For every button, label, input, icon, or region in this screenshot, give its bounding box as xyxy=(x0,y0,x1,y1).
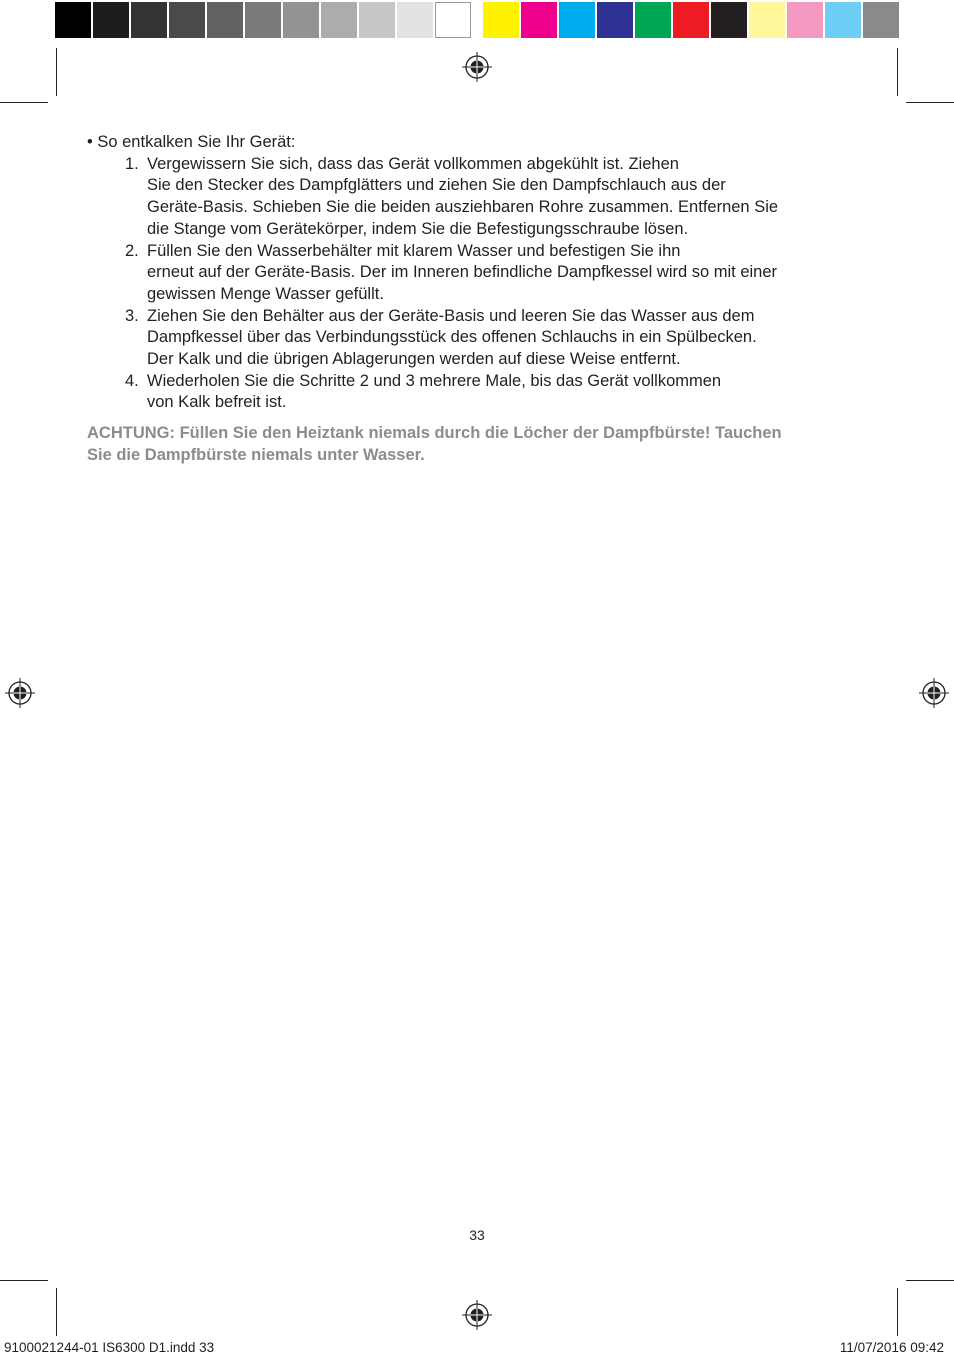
color-swatch xyxy=(749,2,785,38)
step-line: Dampfkessel über das Verbindungsstück des offenen Schlauchs in ein Spülbecken. xyxy=(147,328,757,347)
page-number: 33 xyxy=(469,1227,485,1243)
color-swatch xyxy=(93,2,129,38)
registration-mark-left-icon xyxy=(5,678,35,708)
color-swatch xyxy=(521,2,557,38)
color-swatch xyxy=(635,2,671,38)
step-line: Ziehen Sie den Behälter aus der Geräte-Basis und leeren Sie das Wasser aus dem xyxy=(147,306,755,325)
slug-file-info: 9100021244-01 IS6300 D1.indd 33 xyxy=(4,1340,215,1355)
step-item xyxy=(87,371,877,414)
step-line: Wiederholen Sie die Schritte 2 und 3 mehrere Male, bis das Gerät vollkommen xyxy=(147,371,722,390)
color-swatch xyxy=(825,2,861,38)
step-number: 1. xyxy=(125,154,139,173)
grayscale-color-bar xyxy=(55,2,473,38)
crop-mark-top-left-vertical xyxy=(56,48,57,96)
step-number: 3. xyxy=(125,306,139,325)
step-item xyxy=(87,241,877,306)
color-swatch xyxy=(787,2,823,38)
crop-mark-top-right-vertical xyxy=(897,48,898,96)
step-line: erneut auf der Geräte-Basis. Der im Inneren befindliche Dampfkessel wird so mit einer xyxy=(147,263,778,282)
crop-mark-bottom-right-horizontal xyxy=(906,1280,954,1281)
registration-mark-bottom-icon xyxy=(462,1300,492,1330)
step-line: Der Kalk und die übrigen Ablagerungen werden auf diese Weise entfernt. xyxy=(147,350,681,369)
step-item xyxy=(87,154,877,241)
registration-mark-right-icon xyxy=(919,678,949,708)
color-swatch xyxy=(435,2,471,38)
color-swatch xyxy=(597,2,633,38)
section-title: • So entkalken Sie Ihr Gerät: xyxy=(87,133,296,151)
color-swatch xyxy=(359,2,395,38)
warning-line: Sie die Dampfbürste niemals unter Wasser. xyxy=(87,446,425,465)
step-number: 2. xyxy=(125,241,139,260)
color-swatch xyxy=(397,2,433,38)
step-line: Vergewissern Sie sich, dass das Gerät vollkommen abgekühlt ist. Ziehen xyxy=(147,154,679,173)
color-swatch xyxy=(673,2,709,38)
color-swatch xyxy=(559,2,595,38)
color-swatch xyxy=(55,2,91,38)
step-line: von Kalk befreit ist. xyxy=(147,393,287,412)
warning-note xyxy=(87,422,877,466)
color-swatch xyxy=(321,2,357,38)
step-line: gewissen Menge Wasser gefüllt. xyxy=(147,284,384,303)
crop-mark-bottom-right-vertical xyxy=(897,1288,898,1336)
steps-list xyxy=(87,154,877,414)
color-swatch xyxy=(207,2,243,38)
color-swatch xyxy=(283,2,319,38)
color-swatch xyxy=(245,2,281,38)
step-line: die Stange vom Gerätekörper, indem Sie die Befestigungsschraube lösen. xyxy=(147,219,689,238)
slug-date-time: 11/07/2016 09:42 xyxy=(839,1340,944,1355)
warning-line: ACHTUNG: Füllen Sie den Heiztank niemals durch die Löcher der Dampfbürste! Tauchen xyxy=(87,424,782,443)
color-swatch xyxy=(131,2,167,38)
crop-mark-top-right-horizontal xyxy=(906,102,954,103)
step-line: Füllen Sie den Wasserbehälter mit klarem Wasser und befestigen Sie ihn xyxy=(147,241,681,260)
descaling-instructions xyxy=(87,132,877,466)
step-line: Sie den Stecker des Dampfglätters und ziehen Sie den Dampfschlauch aus der xyxy=(147,176,726,195)
crop-mark-top-left-horizontal xyxy=(0,102,48,103)
color-swatch xyxy=(711,2,747,38)
step-item xyxy=(87,306,877,371)
step-line: Geräte-Basis. Schieben Sie die beiden ausziehbaren Rohre zusammen. Entfernen Sie xyxy=(147,198,779,217)
color-swatch xyxy=(483,2,519,38)
registration-mark-top-icon xyxy=(462,52,492,82)
process-color-bar xyxy=(483,2,901,38)
crop-mark-bottom-left-vertical xyxy=(56,1288,57,1336)
step-number: 4. xyxy=(125,371,139,390)
color-swatch xyxy=(863,2,899,38)
crop-mark-bottom-left-horizontal xyxy=(0,1280,48,1281)
color-swatch xyxy=(169,2,205,38)
